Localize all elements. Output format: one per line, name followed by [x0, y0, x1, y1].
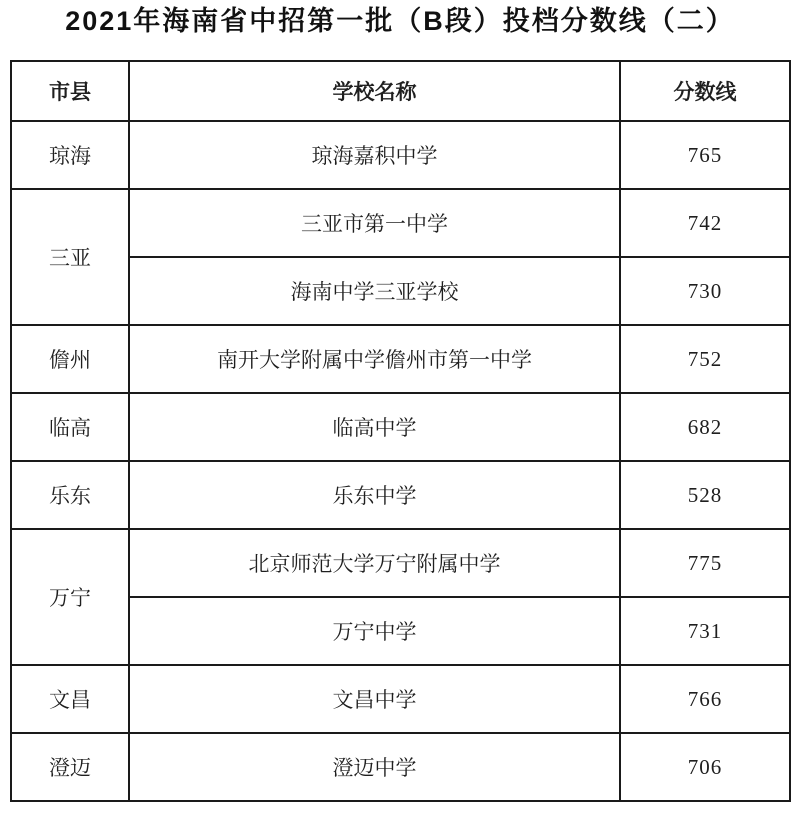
score-cell: 528: [620, 461, 790, 529]
score-cell: 775: [620, 529, 790, 597]
school-cell: 南开大学附属中学儋州市第一中学: [129, 325, 620, 393]
school-cell: 澄迈中学: [129, 733, 620, 801]
score-cell: 742: [620, 189, 790, 257]
school-cell: 海南中学三亚学校: [129, 257, 620, 325]
city-cell-qionghai: 琼海: [11, 121, 129, 189]
school-cell: 三亚市第一中学: [129, 189, 620, 257]
table-header: [11, 61, 790, 121]
score-cell: 706: [620, 733, 790, 801]
header-score: 分数线: [620, 61, 790, 121]
score-cell: 730: [620, 257, 790, 325]
school-cell: 临高中学: [129, 393, 620, 461]
school-cell: 琼海嘉积中学: [129, 121, 620, 189]
city-cell-wanning: 万宁: [11, 529, 129, 665]
table-row: [11, 665, 790, 733]
page-title: 2021年海南省中招第一批（B段）投档分数线（二）: [65, 6, 735, 36]
table-row: [11, 189, 790, 257]
score-cell: 682: [620, 393, 790, 461]
score-cell: 731: [620, 597, 790, 665]
table-row: [11, 529, 790, 597]
score-cell: 752: [620, 325, 790, 393]
score-cell: 765: [620, 121, 790, 189]
school-cell: 文昌中学: [129, 665, 620, 733]
header-row: [11, 61, 790, 121]
city-cell-lingao: 临高: [11, 393, 129, 461]
school-cell: 乐东中学: [129, 461, 620, 529]
city-cell-ledong: 乐东: [11, 461, 129, 529]
school-cell: 北京师范大学万宁附属中学: [129, 529, 620, 597]
score-cell: 766: [620, 665, 790, 733]
city-cell-danzhou: 儋州: [11, 325, 129, 393]
header-city: 市县: [11, 61, 129, 121]
admission-scores-table: [10, 60, 791, 802]
table-row: [11, 733, 790, 801]
table-row: [11, 393, 790, 461]
table-row: [11, 325, 790, 393]
school-cell: 万宁中学: [129, 597, 620, 665]
table-row: [11, 461, 790, 529]
table-row: [11, 121, 790, 189]
city-cell-chengmai: 澄迈: [11, 733, 129, 801]
header-school: 学校名称: [129, 61, 620, 121]
city-cell-wenchang: 文昌: [11, 665, 129, 733]
city-cell-sanya: 三亚: [11, 189, 129, 325]
